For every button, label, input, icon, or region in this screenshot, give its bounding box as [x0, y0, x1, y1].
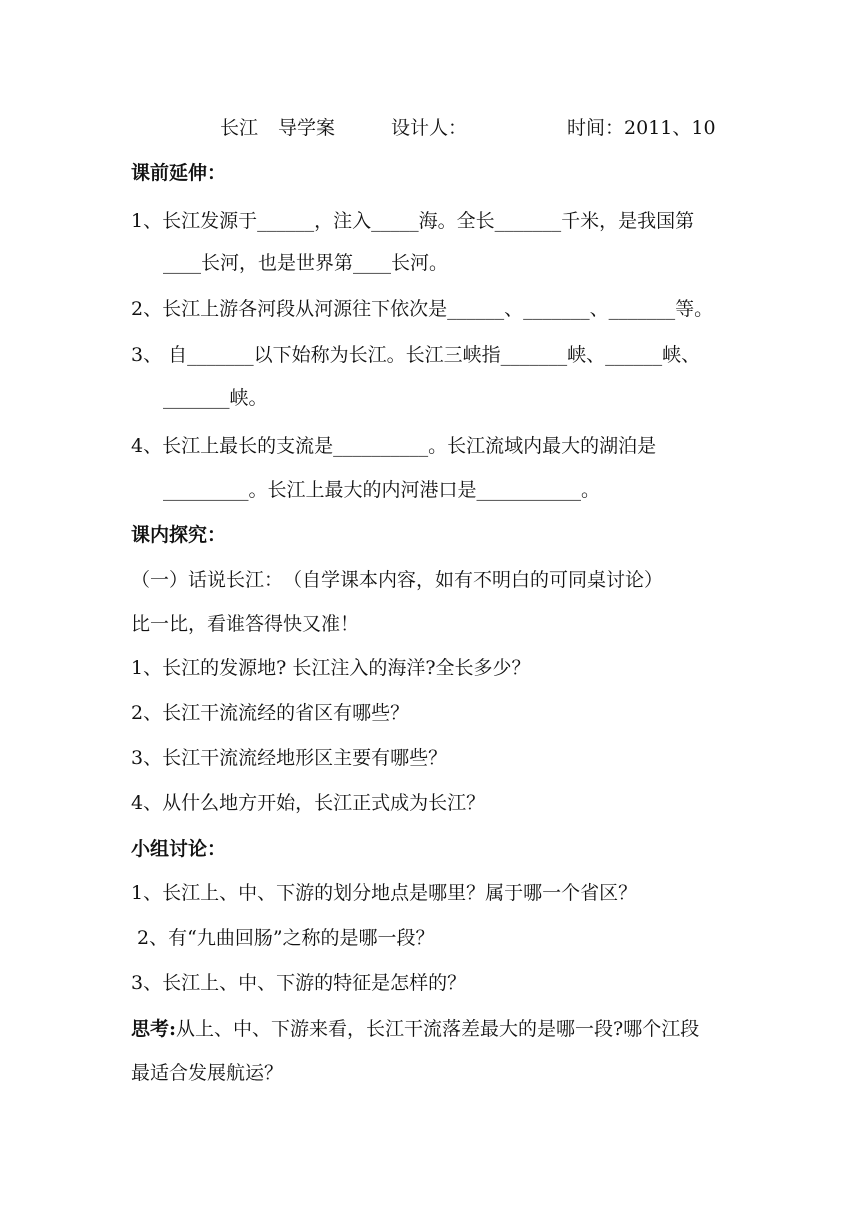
group-question-2: 2、有“九曲回肠”之称的是哪一段？	[131, 927, 435, 949]
header-time: 时间：2011、10	[567, 117, 716, 139]
section-heading-in-class: 课内探究：	[131, 524, 227, 546]
thinking-label: 思考:	[131, 1018, 177, 1040]
part-one-title: （一）话说长江： （自学课本内容，如有不明白的可同桌讨论）	[131, 569, 664, 591]
thinking-line-2: 最适合发展航运？	[131, 1062, 284, 1084]
in-class-question-3: 3、长江干流流经地形区主要有哪些？	[131, 747, 448, 769]
pre-question-2: 2、长江上游各河段从河源往下依次是______、_______、_______等。	[131, 298, 714, 320]
pre-question-4-line-1: 4、长江上最长的支流是__________。长江流域内最大的湖泊是	[131, 435, 657, 457]
pre-question-3-line-1: 3、 自_______以下始称为长江。长江三峡指_______峡、______峡、	[131, 344, 701, 366]
pre-question-3-line-2: _______峡。	[163, 387, 268, 409]
group-question-1: 1、长江上、中、下游的划分地点是哪里？属于哪一个省区？	[131, 882, 638, 904]
thinking-text-1: 从上、中、下游来看，长江干流落差最大的是哪一段?哪个江段	[176, 1018, 700, 1040]
document-header	[220, 115, 716, 141]
section-heading-pre-class: 课前延伸：	[131, 162, 227, 184]
in-class-intro: 比一比，看谁答得快又准！	[131, 613, 360, 635]
header-subject: 长江	[220, 117, 259, 139]
group-question-3: 3、长江上、中、下游的特征是怎样的？	[131, 972, 467, 994]
in-class-question-1: 1、长江的发源地? 长江注入的海洋?全长多少？	[131, 657, 531, 679]
header-designer-label: 设计人：	[391, 117, 468, 139]
in-class-question-2: 2、长江干流流经的省区有哪些？	[131, 702, 410, 724]
in-class-question-4: 4、从什么地方开始，长江正式成为长江？	[131, 792, 486, 814]
thinking-line-1	[131, 1016, 699, 1042]
pre-question-1-line-1: 1、长江发源于______，注入_____海。全长_______千米，是我国第	[131, 210, 695, 232]
pre-question-4-line-2: _________。长江上最大的内河港口是___________。	[163, 479, 601, 501]
section-heading-group-discussion: 小组讨论：	[131, 838, 227, 860]
pre-question-1-line-2: ____长河，也是世界第____长河。	[163, 252, 449, 274]
header-doc-type: 导学案	[278, 117, 336, 139]
